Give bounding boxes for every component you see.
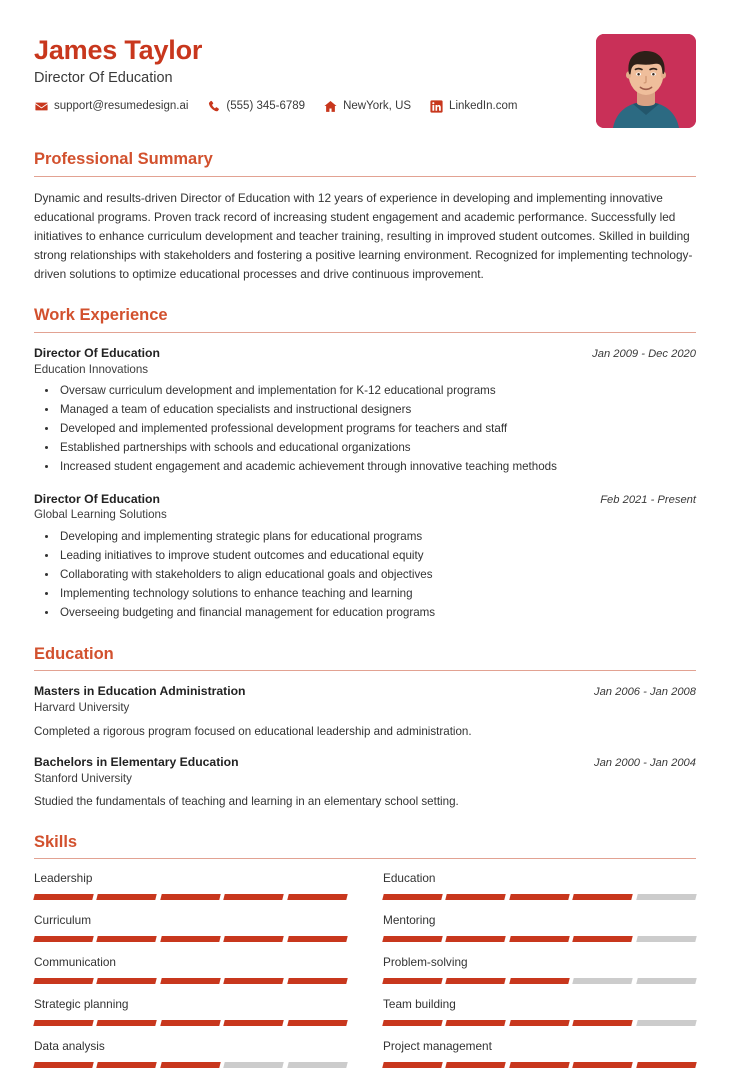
- skill-segment-filled: [160, 1020, 221, 1026]
- contact-phone[interactable]: [206, 99, 305, 113]
- skill-segment-filled: [287, 894, 348, 900]
- skill-segment-empty: [223, 1062, 284, 1068]
- work-bullet: • Collaborating with stakeholders to align educational goals and objectives: [58, 566, 696, 585]
- skill-segment-filled: [33, 894, 94, 900]
- education-degree: Bachelors in Elementary Education: [34, 755, 239, 770]
- contact-email[interactable]: [34, 99, 188, 113]
- section-title-summary: Professional Summary: [34, 150, 213, 168]
- skill-segment-filled: [97, 978, 158, 984]
- skill-item: [383, 1039, 696, 1081]
- summary-text: Dynamic and results-driven Director of Education with 12 years of experience in developing and implementing innovative educational programs. Proven track record of increasing student engagement and academic performance. Successfully led initiatives to enhance curriculum development and teacher training, resulting in improved student outcomes. Skilled in building strong relationships with stakeholders and fostering a positive learning environment. Recognized for implementing technology-driven solutions to optimize educational processes and drive continuous improvement.: [34, 190, 693, 282]
- skill-segment-filled: [446, 1062, 507, 1068]
- section-education: [0, 645, 730, 811]
- skill-item: [383, 913, 696, 955]
- work-dates: Jan 2009 - Dec 2020: [592, 348, 696, 361]
- skill-segment-empty: [572, 978, 633, 984]
- skill-label: Communication: [34, 955, 116, 970]
- work-bullet: • Implementing technology solutions to enhance teaching and learning: [58, 585, 696, 604]
- skill-item: [383, 955, 696, 997]
- work-entry: [34, 345, 696, 477]
- section-skills: [0, 833, 730, 1081]
- education-entry-head: [34, 754, 696, 770]
- home-icon: [323, 99, 337, 113]
- skill-item: [34, 1039, 347, 1081]
- skill-item: [383, 871, 696, 913]
- skill-segment-filled: [509, 1062, 570, 1068]
- skill-item: [34, 955, 347, 997]
- work-bullet: • Oversaw curriculum development and implementation for K-12 educational programs: [58, 382, 696, 401]
- work-role: Director Of Education: [34, 346, 160, 361]
- skill-label: Problem-solving: [383, 955, 468, 970]
- skill-segment-filled: [223, 1020, 284, 1026]
- skill-rating-bar: [34, 894, 347, 900]
- work-bullet: • Managed a team of education specialists and instructional designers: [58, 401, 696, 420]
- skill-segment-filled: [33, 1062, 94, 1068]
- skill-segment-filled: [160, 936, 221, 942]
- skill-segment-filled: [572, 894, 633, 900]
- work-entry-head: [34, 491, 696, 507]
- skill-segment-empty: [636, 936, 697, 942]
- education-entry: [34, 754, 696, 811]
- contact-linkedin[interactable]: [429, 99, 517, 113]
- education-description: Completed a rigorous program focused on educational leadership and administration.: [34, 724, 472, 738]
- work-bullet: • Developed and implemented professional development programs for teachers and staff: [58, 420, 696, 439]
- contact-row: [34, 99, 596, 113]
- skill-segment-filled: [382, 1020, 443, 1026]
- skill-segment-filled: [509, 894, 570, 900]
- work-role: Director Of Education: [34, 491, 160, 506]
- skill-rating-bar: [383, 1020, 696, 1026]
- skill-segment-filled: [509, 978, 570, 984]
- candidate-job-title: Director Of Education: [34, 69, 173, 86]
- skill-segment-filled: [287, 1020, 348, 1026]
- skill-label: Curriculum: [34, 913, 92, 928]
- work-entry-head: [34, 345, 696, 361]
- skill-rating-bar: [383, 978, 696, 984]
- section-divider: [34, 670, 696, 671]
- contact-email-text: support@resumedesign.ai: [54, 100, 189, 113]
- work-dates: Feb 2021 - Present: [600, 493, 696, 506]
- skill-segment-empty: [636, 1020, 697, 1026]
- skill-segment-filled: [223, 894, 284, 900]
- skill-rating-bar: [34, 1020, 347, 1026]
- skill-segment-filled: [97, 894, 158, 900]
- skill-label: Team building: [383, 997, 456, 1012]
- education-school: Harvard University: [34, 700, 130, 714]
- header-identity-block: [34, 34, 596, 113]
- education-entry-head: [34, 683, 696, 699]
- section-title-education: Education: [34, 644, 114, 663]
- section-divider: [34, 332, 696, 333]
- skill-segment-filled: [97, 936, 158, 942]
- skill-item: [34, 997, 347, 1039]
- skill-segment-filled: [97, 1020, 158, 1026]
- work-bullet: • Leading initiatives to improve student outcomes and educational equity: [58, 547, 696, 566]
- skill-rating-bar: [34, 1062, 347, 1068]
- section-title-work: Work Experience: [34, 306, 168, 325]
- skill-segment-filled: [287, 978, 348, 984]
- skill-segment-filled: [223, 978, 284, 984]
- skill-segment-filled: [382, 1062, 443, 1068]
- work-bullets: [34, 528, 696, 622]
- education-entry: [34, 683, 696, 740]
- skill-item: [383, 997, 696, 1039]
- skill-segment-filled: [33, 936, 94, 942]
- skill-segment-filled: [509, 1020, 570, 1026]
- skill-segment-filled: [446, 936, 507, 942]
- section-professional-summary: [0, 150, 730, 284]
- contact-location-text: NewYork, US: [343, 100, 412, 113]
- skill-label: Leadership: [34, 871, 93, 886]
- skill-label: Mentoring: [383, 913, 436, 928]
- skill-segment-filled: [446, 978, 507, 984]
- section-divider: [34, 176, 696, 177]
- skill-rating-bar: [383, 936, 696, 942]
- skill-segment-filled: [160, 1062, 221, 1068]
- skills-grid: [34, 871, 696, 1081]
- education-degree: Masters in Education Administration: [34, 684, 246, 699]
- skill-segment-filled: [223, 936, 284, 942]
- skill-segment-empty: [636, 894, 697, 900]
- skill-rating-bar: [383, 1062, 696, 1068]
- work-bullet: • Increased student engagement and academic achievement through innovative teaching methods: [58, 458, 696, 477]
- skill-segment-filled: [382, 978, 443, 984]
- work-bullets: [34, 382, 696, 476]
- skill-label: Education: [383, 871, 436, 886]
- skill-segment-filled: [572, 936, 633, 942]
- skill-segment-filled: [509, 936, 570, 942]
- skill-segment-filled: [382, 936, 443, 942]
- skill-rating-bar: [34, 978, 347, 984]
- work-company: Education Innovations: [34, 362, 149, 376]
- skill-segment-filled: [97, 1062, 158, 1068]
- skill-item: [34, 913, 347, 955]
- work-entry: [34, 491, 696, 623]
- contact-phone-text: (555) 345-6789: [226, 100, 306, 113]
- education-description: Studied the fundamentals of teaching and learning in an elementary school setting.: [34, 795, 459, 809]
- email-icon: [34, 99, 48, 113]
- skill-segment-filled: [382, 894, 443, 900]
- section-divider: [34, 858, 696, 859]
- contact-location[interactable]: [323, 99, 411, 113]
- skill-item: [34, 871, 347, 913]
- skill-segment-filled: [446, 1020, 507, 1026]
- work-company: Global Learning Solutions: [34, 508, 167, 522]
- skill-segment-filled: [33, 1020, 94, 1026]
- candidate-name: James Taylor: [34, 35, 203, 65]
- skill-segment-filled: [287, 936, 348, 942]
- contact-linkedin-text: LinkedIn.com: [449, 100, 518, 113]
- skill-segment-filled: [160, 978, 221, 984]
- education-dates: Jan 2000 - Jan 2004: [593, 757, 696, 770]
- skill-rating-bar: [34, 936, 347, 942]
- skill-segment-filled: [572, 1020, 633, 1026]
- skill-segment-filled: [572, 1062, 633, 1068]
- skill-segment-filled: [446, 894, 507, 900]
- linkedin-icon: [429, 99, 443, 113]
- work-bullet: • Overseeing budgeting and financial management for education programs: [58, 604, 696, 623]
- profile-photo: [596, 34, 696, 128]
- skill-label: Project management: [383, 1039, 492, 1054]
- education-dates: Jan 2006 - Jan 2008: [593, 686, 696, 699]
- section-title-skills: Skills: [34, 832, 78, 851]
- avatar: [596, 34, 696, 128]
- skill-segment-empty: [636, 978, 697, 984]
- skill-rating-bar: [383, 894, 696, 900]
- skill-label: Data analysis: [34, 1039, 105, 1054]
- skill-segment-filled: [160, 894, 221, 900]
- resume-header: [0, 0, 730, 128]
- work-bullet: • Established partnerships with schools and educational organizations: [58, 439, 696, 458]
- skill-segment-filled: [33, 978, 94, 984]
- skill-segment-filled: [636, 1062, 697, 1068]
- work-bullet: • Developing and implementing strategic plans for educational programs: [58, 528, 696, 547]
- skill-segment-empty: [287, 1062, 348, 1068]
- section-work-experience: [0, 306, 730, 622]
- phone-icon: [206, 99, 220, 113]
- education-school: Stanford University: [34, 771, 132, 785]
- skill-label: Strategic planning: [34, 997, 129, 1012]
